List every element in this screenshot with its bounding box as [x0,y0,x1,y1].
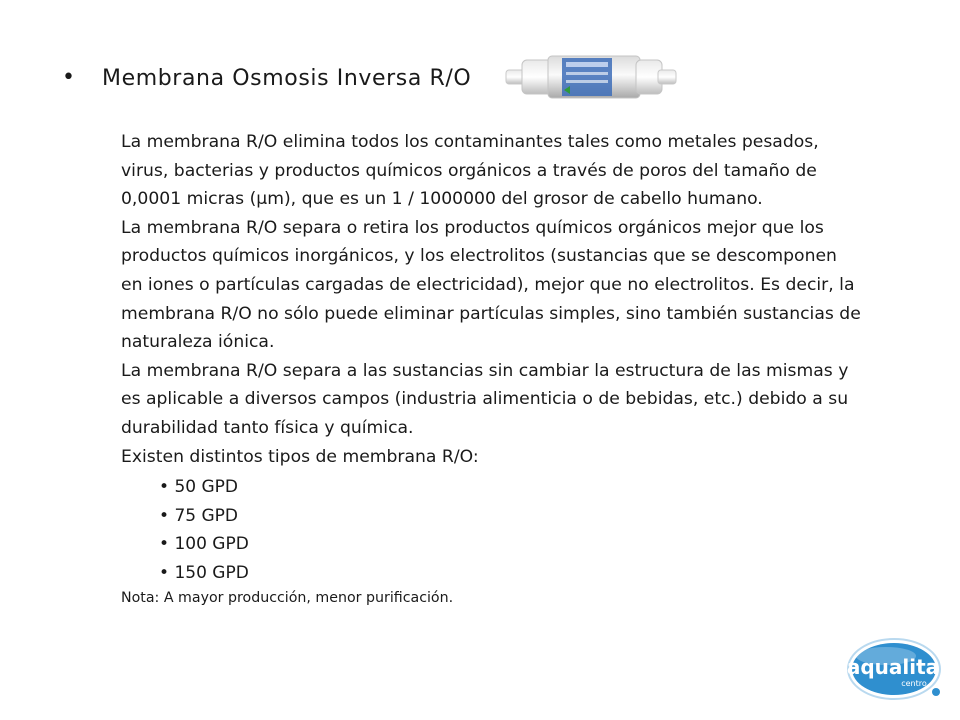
title-row [62,58,471,98]
list-item: • 100 GPD [159,530,861,559]
logo-subtext: centro [901,679,927,688]
paragraph-3: La membrana R/O separa a las sustancias sin cambiar la estructura de las mismas y es aplicable a diversos campos (industria alimenticia o de bebidas, etc.) debido a su durabilidad tanto física y química. [121,360,849,438]
membrane-types-list [159,473,861,587]
paragraph-2: La membrana R/O separa o retira los productos químicos orgánicos mejor que los productos químicos inorgánicos, y los electrolitos (sustancias que se descomponen en iones o partículas cargadas de electricidad), mejor que no electrolitos. Es decir, la membrana R/O no sólo puede eliminar partículas simples, sino también sustancias de naturaleza iónica. [121,217,861,353]
logo-text: aqualita [846,655,940,679]
membrane-filter-image [500,50,680,104]
bullet-icon: • [62,65,75,90]
list-item: • 50 GPD [159,473,861,502]
list-item: • 75 GPD [159,502,861,531]
paragraph-4: Existen distintos tipos de membrana R/O: [121,446,479,467]
note-text: Nota: A mayor producción, menor purificación. [121,589,454,606]
body-text [121,128,861,608]
list-item: • 150 GPD [159,559,861,588]
aqualita-logo [846,636,944,702]
paragraph-1: La membrana R/O elimina todos los contaminantes tales como metales pesados, virus, bacterias y productos químicos orgánicos a través de poros del tamaño de 0,0001 micras (μm), que es un 1 / 1000000 del grosor de cabello humano. [121,132,819,210]
slide-title: Membrana Osmosis Inversa R/O [102,65,472,91]
